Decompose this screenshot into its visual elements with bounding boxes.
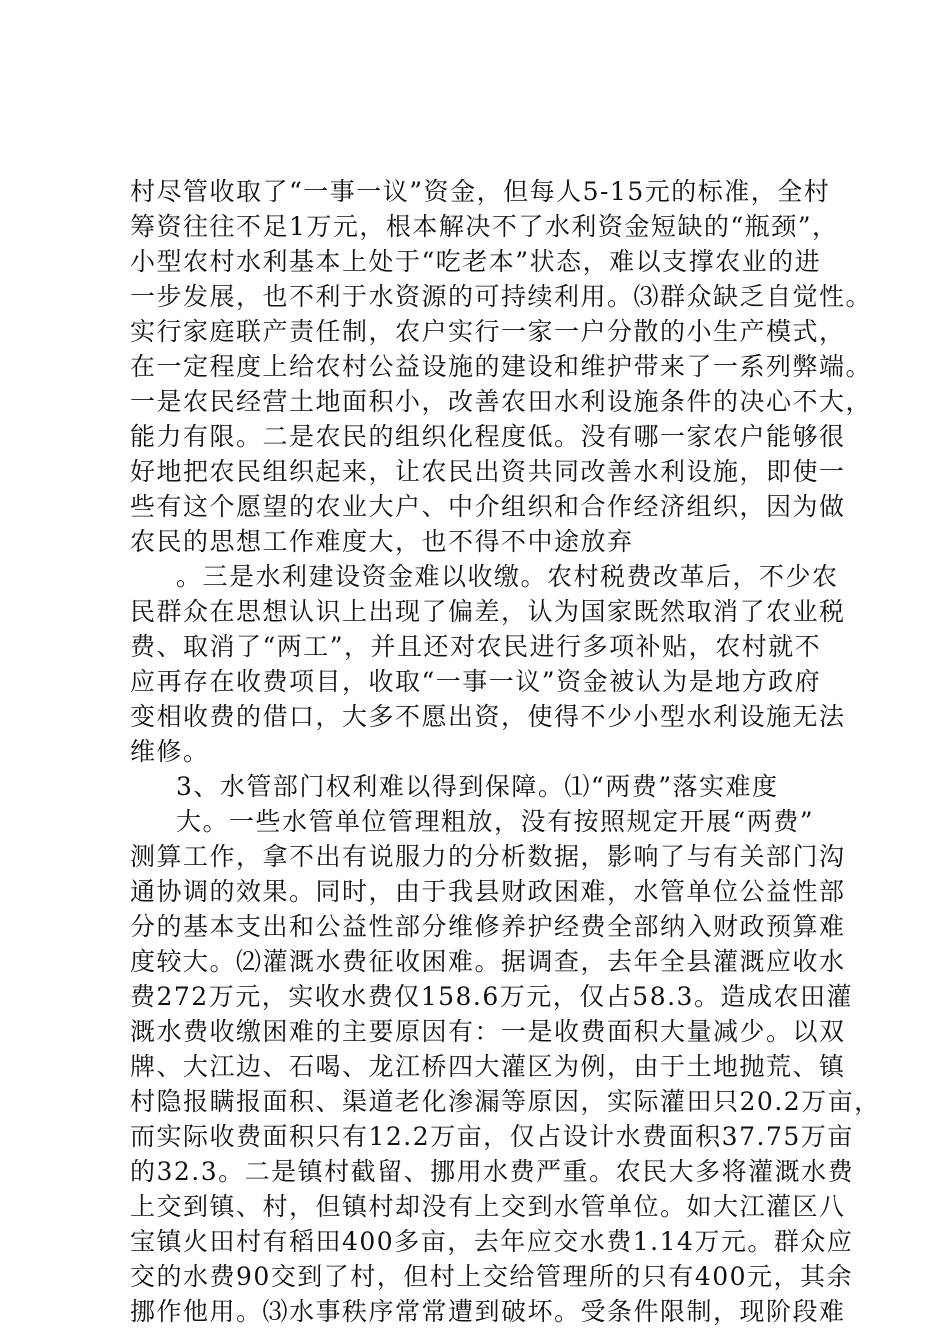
- text-line: 一步发展，也不利于水资源的可持续利用。⑶群众缺乏自觉性。: [130, 282, 873, 311]
- text-line: 应再存在收费项目，收取“一事一议”资金被认为是地方政府: [130, 667, 822, 696]
- text-line: 牌、大江边、石喝、龙江桥四大灌区为例，由于土地抛荒、镇: [130, 1052, 846, 1081]
- text-line: 一是农民经营土地面积小，改善农田水利设施条件的决心不大，: [130, 387, 873, 416]
- text-line: 在一定程度上给农村公益设施的建设和维护带来了一系列弊端。: [130, 352, 873, 381]
- text-line: 宝镇火田村有稻田400多亩，去年应交水费1.14万元。群众应: [130, 1227, 854, 1256]
- text-line: 些有这个愿望的农业大户、中介组织和合作经济组织，因为做: [130, 492, 846, 521]
- text-line: 通协调的效果。同时，由于我县财政困难，水管单位公益性部: [130, 877, 846, 906]
- text-line: 小型农村水利基本上处于“吃老本”状态，难以支撑农业的进: [130, 247, 822, 276]
- text-line: 大。一些水管单位管理粗放，没有按照规定开展“两费”: [176, 807, 815, 836]
- text-line: 维修。: [130, 737, 210, 766]
- text-line: 费272万元，实收水费仅158.6万元，仅占58.3。造成农田灌: [130, 982, 853, 1011]
- text-line: 溉水费收缴困难的主要原因有：一是收费面积大量减少。以双: [130, 1017, 846, 1046]
- section-heading-line: 3、水管部门权利难以得到保障。⑴“两费”落实难度: [176, 772, 779, 801]
- text-line: 费、取消了“两工”，并且还对农民进行多项补贴，农村就不: [130, 632, 822, 661]
- text-line: 分的基本支出和公益性部分维修养护经费全部纳入财政预算难: [130, 912, 846, 941]
- text-line: 测算工作，拿不出有说服力的分析数据，影响了与有关部门沟: [130, 842, 846, 871]
- text-line: 民群众在思想认识上出现了偏差，认为国家既然取消了农业税: [130, 597, 846, 626]
- text-line: 农民的思想工作难度大，也不得不中途放弃: [130, 527, 634, 556]
- text-line: 村隐报瞒报面积、渠道老化渗漏等原因，实际灌田只20.2万亩，: [130, 1087, 881, 1116]
- text-line: 村尽管收取了“一事一议”资金，但每人5-15元的标准，全村: [130, 177, 831, 206]
- text-line: 交的水费90交到了村，但村上交给管理所的只有400元，其余: [130, 1262, 854, 1291]
- text-line: 的32.3。二是镇村截留、挪用水费严重。农民大多将灌溉水费: [130, 1157, 855, 1186]
- text-line: 度较大。⑵灌溉水费征收困难。据调查，去年全县灌溉应收水: [130, 947, 846, 976]
- text-line: 挪作他用。⑶水事秩序常常遭到破坏。受条件限制，现阶段难: [130, 1297, 846, 1326]
- text-line: 能力有限。二是农民的组织化程度低。没有哪一家农户能够很: [130, 422, 846, 451]
- text-line: 筹资往往不足1万元，根本解决不了水利资金短缺的“瓶颈”，: [130, 212, 839, 241]
- text-line: 而实际收费面积只有12.2万亩，仅占设计水费面积37.75万亩: [130, 1122, 854, 1151]
- text-line: 实行家庭联产责任制，农户实行一家一户分散的小生产模式，: [130, 317, 846, 346]
- text-line: 上交到镇、村，但镇村却没有上交到水管单位。如大江灌区八: [130, 1192, 846, 1221]
- text-line: 。三是水利建设资金难以收缴。农村税费改革后，不少农: [176, 562, 839, 591]
- text-line: 变相收费的借口，大多不愿出资，使得不少小型水利设施无法: [130, 702, 846, 731]
- text-line: 好地把农民组织起来，让农民出资共同改善水利设施，即使一: [130, 457, 846, 486]
